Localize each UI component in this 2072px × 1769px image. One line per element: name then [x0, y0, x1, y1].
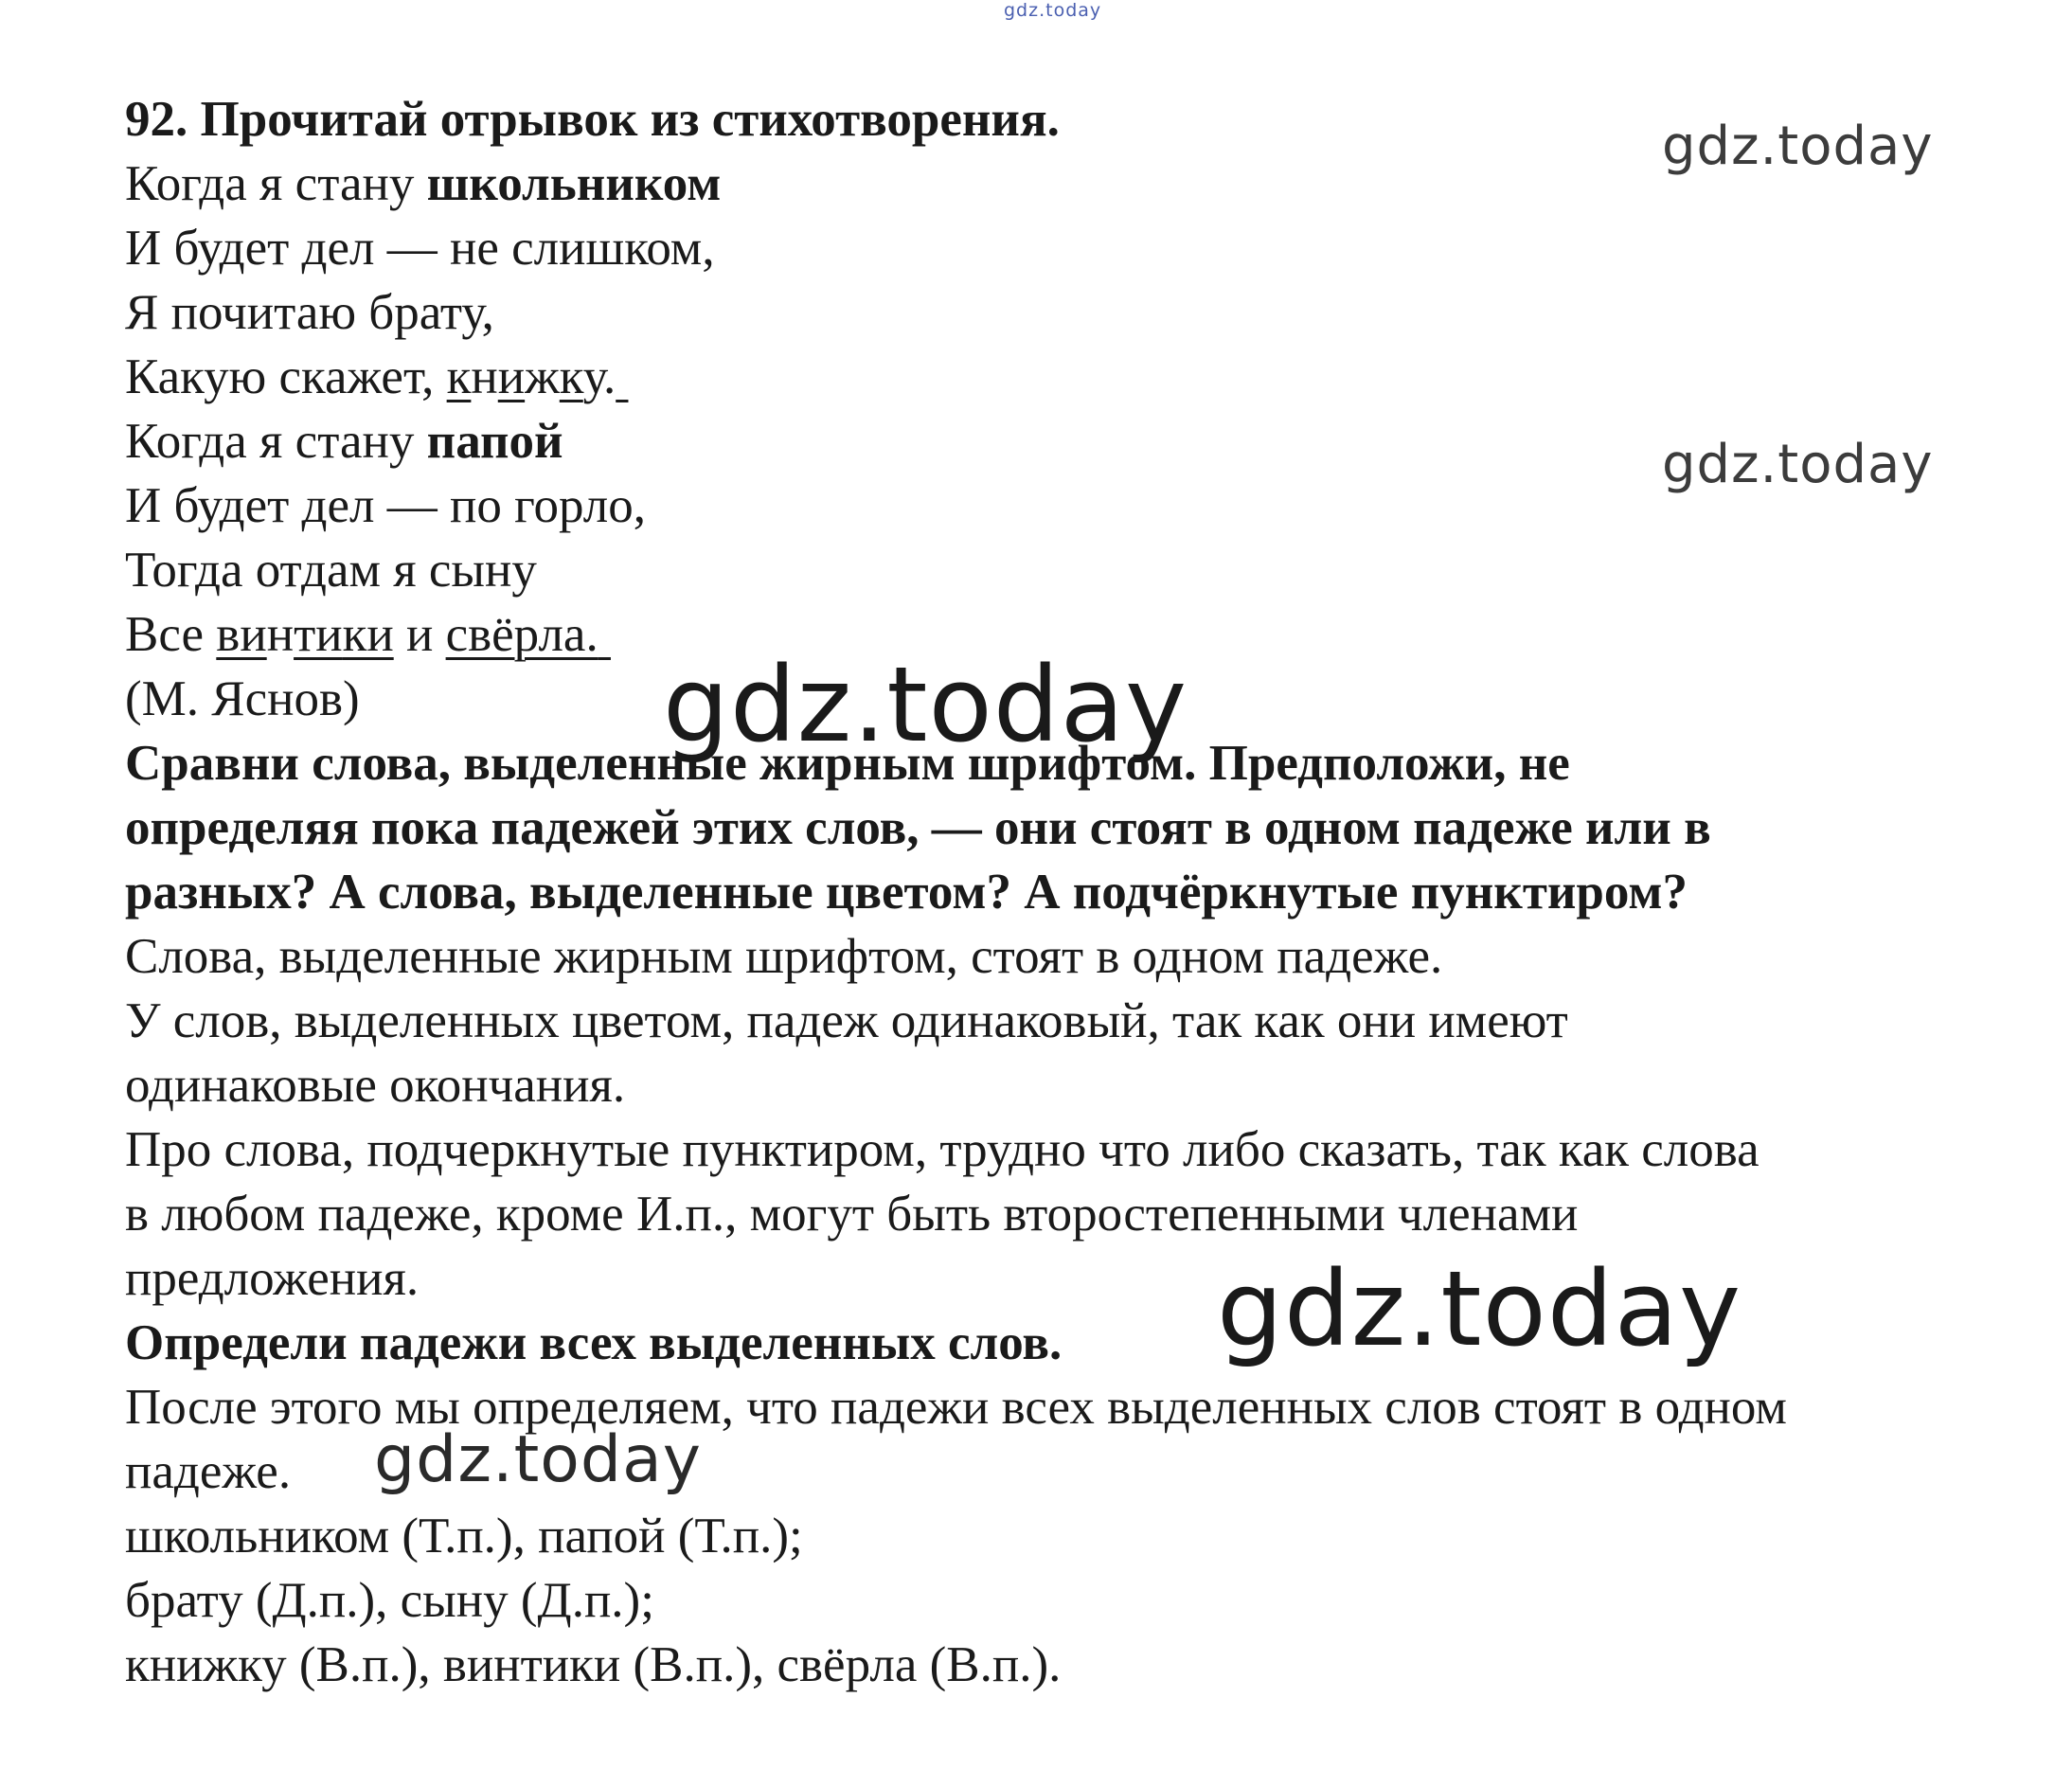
poem-text: Какую скажет, — [125, 349, 447, 404]
underlined-word: свёрла. — [445, 607, 598, 662]
question-1-line-1: Сравни слова, выделенные жирным шрифтом. Предположи, не — [125, 736, 1570, 791]
answer-2-line-5: книжку (В.п.), винтики (В.п.), свёрла (В.п.). — [125, 1637, 1062, 1692]
underlined-letter: и — [497, 349, 526, 404]
underlined-letter: к — [559, 349, 583, 404]
bold-word: школьником — [426, 156, 722, 211]
answer-1-line-1: Слова, выделенные жирным шрифтом, стоят в одном падеже. — [125, 929, 1443, 984]
poem-text: у. — [582, 349, 616, 404]
underlined-letter: к — [446, 349, 472, 404]
poem-text: Когда я стану — [125, 156, 427, 211]
watermark: gdz.today — [1217, 1248, 1742, 1369]
poem-text: Когда я стану — [125, 414, 427, 469]
poem-line-8 — [125, 602, 611, 667]
poem-text: Все — [125, 607, 217, 662]
task-title: 92. Прочитай отрывок из стихотворения. — [125, 92, 1060, 147]
poem-line-6: И будет дел — по горло, — [125, 478, 647, 533]
poem-line-3: Я почитаю брату, — [125, 285, 494, 340]
poem-line-5 — [125, 409, 563, 474]
answer-1-line-3: одинаковые окончания. — [125, 1058, 626, 1113]
watermark: gdz.today — [663, 644, 1188, 765]
question-1-line-2: определяя пока падежей этих слов, — они стоят в одном падеже или в — [125, 800, 1711, 855]
underlined-letters: ти — [294, 607, 343, 662]
underlined-letters: ви — [216, 607, 267, 662]
poem-line-4 — [125, 345, 628, 409]
poem-text: и — [393, 607, 446, 662]
poem-author: (М. Яснов) — [125, 671, 360, 726]
poem-text: н — [266, 607, 295, 662]
watermark-top: gdz.today — [1004, 0, 1102, 21]
answer-2-line-4: брату (Д.п.), сыну (Д.п.); — [125, 1573, 654, 1628]
question-2: Определи падежи всех выделенных слов. — [125, 1315, 1063, 1370]
watermark: gdz.today — [1662, 434, 1934, 495]
poem-line-1 — [125, 152, 721, 216]
underline-tail — [616, 349, 628, 404]
answer-2-line-1: После этого мы определяем, что падежи всех выделенных слов стоят в одном — [125, 1380, 1787, 1435]
watermark: gdz.today — [374, 1422, 702, 1497]
poem-text: ж — [525, 349, 560, 404]
answer-1-line-6: предложения. — [125, 1251, 420, 1306]
question-1-line-3: разных? А слова, выделенные цветом? А подчёркнутые пунктиром? — [125, 865, 1688, 920]
underlined-letters: ки — [342, 607, 394, 662]
answer-1-line-4: Про слова, подчеркнутые пунктиром, трудно что либо сказать, так как слова — [125, 1122, 1759, 1177]
poem-text: н — [471, 349, 498, 404]
underline-tail — [598, 607, 611, 662]
answer-1-line-2: У слов, выделенных цветом, падеж одинаковый, так как они имеют — [125, 993, 1568, 1048]
answer-2-line-3: школьником (Т.п.), папой (Т.п.); — [125, 1509, 803, 1564]
answer-2-line-2: падеже. — [125, 1444, 292, 1499]
poem-line-2: И будет дел — не слишком, — [125, 221, 715, 276]
answer-1-line-5: в любом падеже, кроме И.п., могут быть второстепенными членами — [125, 1187, 1579, 1242]
watermark: gdz.today — [1662, 116, 1934, 177]
bold-word: папой — [426, 414, 563, 469]
poem-line-7: Тогда отдам я сыну — [125, 543, 537, 598]
